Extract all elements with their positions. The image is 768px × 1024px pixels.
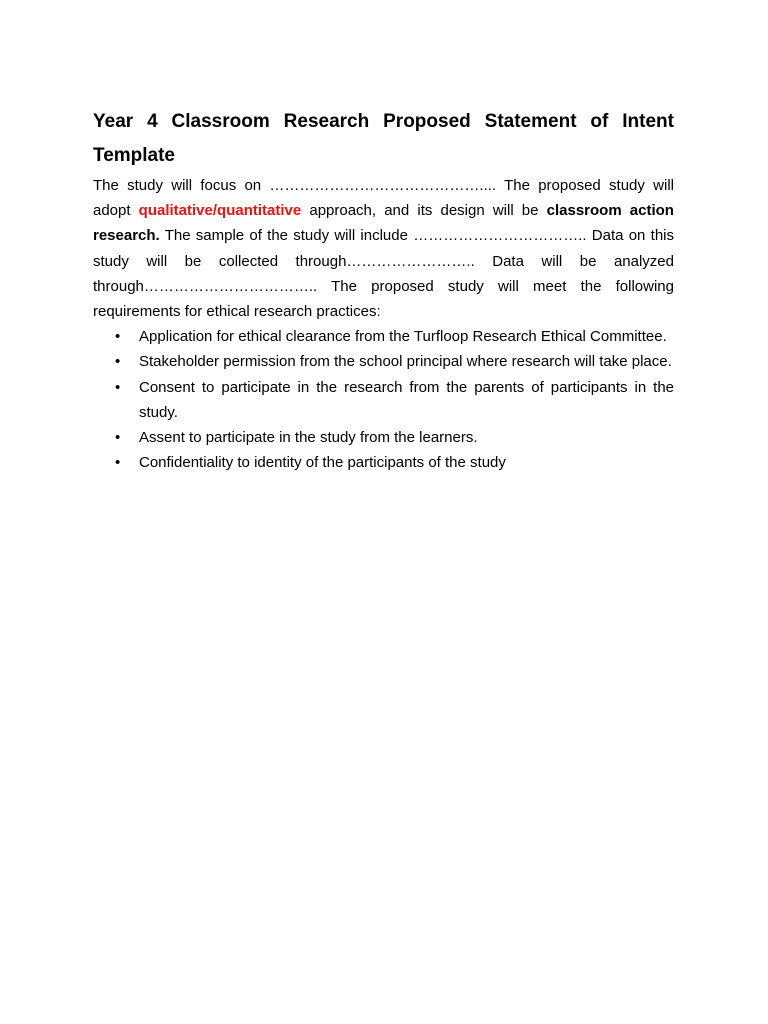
design-bold: classroom action research.: [93, 202, 674, 245]
list-item: [93, 375, 674, 425]
paragraph-text-1: The study will focus on …………………………………….... The proposed study will adopt: [93, 177, 674, 220]
paragraph-text-2: approach, and its design will be: [301, 202, 547, 220]
bullet-icon: •: [115, 454, 121, 472]
paragraph-text-3: The sample of the study will include …………………………….. Data on this study will be collected through…………………….. Data will be analyzed through…………………………….. The proposed study will meet the following requirements for ethical research practices:: [93, 227, 674, 321]
list-item: [93, 450, 674, 475]
bullet-icon: •: [115, 353, 121, 371]
list-item: [93, 349, 674, 374]
bullet-icon: •: [115, 378, 121, 396]
requirements-list: [93, 324, 674, 475]
list-item-text: Consent to participate in the research from the parents of participants in the study.: [139, 378, 674, 421]
list-item-text: Confidentiality to identity of the participants of the study: [139, 454, 506, 472]
intent-paragraph: [93, 173, 674, 324]
bullet-icon: •: [115, 429, 121, 447]
list-item: [93, 324, 674, 349]
document-page: [93, 105, 674, 475]
list-item-text: Application for ethical clearance from the Turfloop Research Ethical Committee.: [139, 328, 667, 346]
list-item-text: Stakeholder permission from the school principal where research will take place.: [139, 353, 672, 371]
document-title: Year 4 Classroom Research Proposed Statement of Intent Template: [93, 111, 674, 166]
list-item: [93, 425, 674, 450]
approach-highlight: qualitative/quantitative: [138, 202, 302, 220]
list-item-text: Assent to participate in the study from the learners.: [139, 429, 478, 447]
bullet-icon: •: [115, 328, 121, 346]
